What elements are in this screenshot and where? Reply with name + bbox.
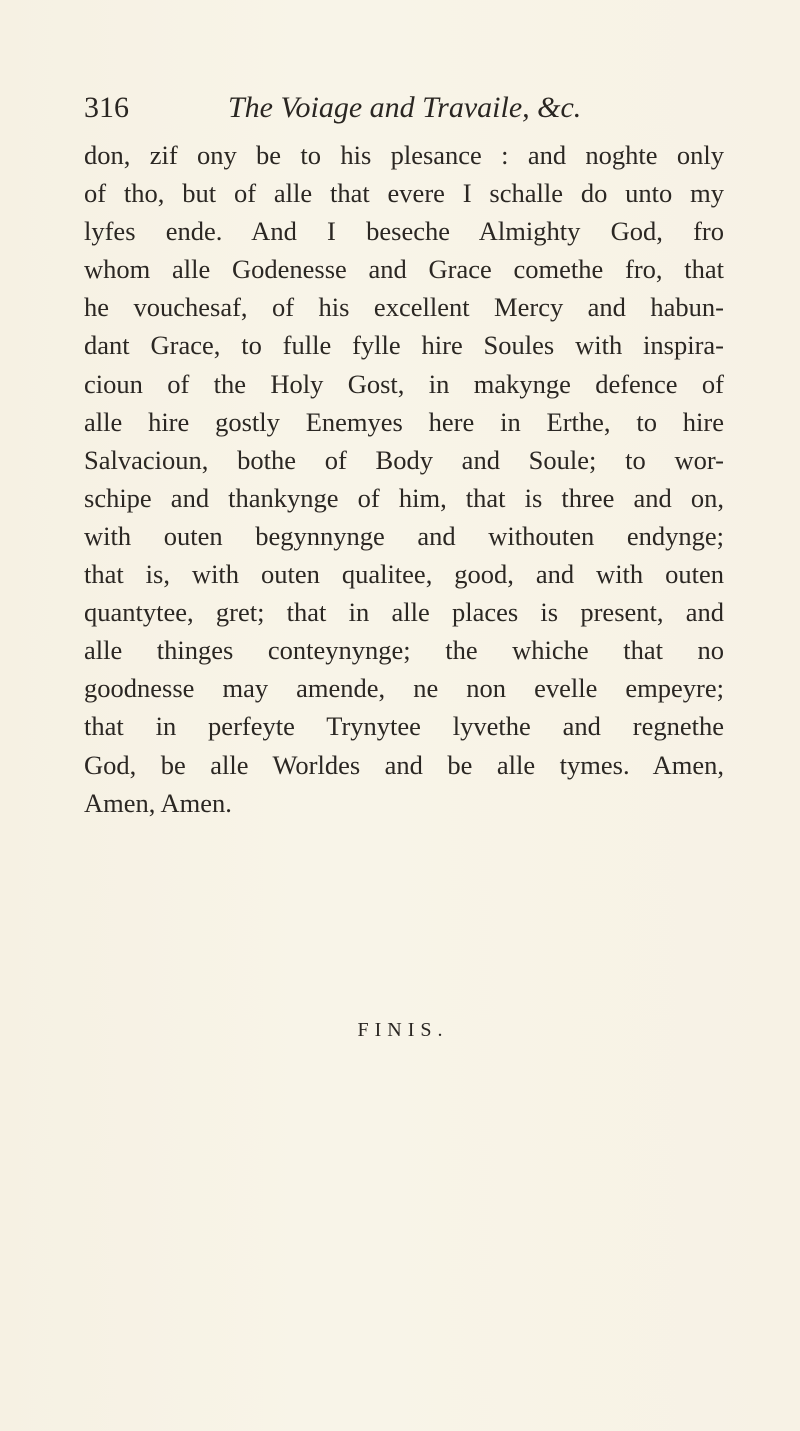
text-line: dant Grace, to fulle fylle hire Soules with inspira- xyxy=(84,330,724,361)
page-number: 316 xyxy=(84,91,129,124)
text-line: goodnesse may amende, ne non evelle empeyre; xyxy=(84,673,724,704)
running-head xyxy=(84,88,720,128)
text-line: that in perfeyte Trynytee lyvethe and regnethe xyxy=(84,711,724,742)
text-line: quantytee, gret; that in alle places is present, and xyxy=(84,597,724,628)
text-line: lyfes ende. And I beseche Almighty God, fro xyxy=(84,216,724,247)
finis-label: FINIS. xyxy=(357,1019,449,1041)
text-line: alle thinges conteynynge; the whiche that no xyxy=(84,635,724,666)
text-line: Salvacioun, bothe of Body and Soule; to wor- xyxy=(84,444,724,475)
text-line: schipe and thankynge of him, that is three and on, xyxy=(84,482,724,513)
text-line: don, zif ony be to his plesance : and noghte only xyxy=(84,140,724,170)
text-line: he vouchesaf, of his excellent Mercy and habun- xyxy=(84,292,724,323)
body-text xyxy=(84,136,724,822)
text-line: whom alle Godenesse and Grace comethe fro, that xyxy=(84,254,724,285)
running-title: The Voiage and Travaile, &c. xyxy=(228,91,582,124)
text-line-last: Amen, Amen. xyxy=(84,787,232,818)
text-line: alle hire gostly Enemyes here in Erthe, to hire xyxy=(84,406,724,437)
text-line: of tho, but of alle that evere I schalle do unto my xyxy=(84,178,724,209)
text-line: that is, with outen qualitee, good, and with outen xyxy=(84,559,724,590)
text-line: cioun of the Holy Gost, in makynge defence of xyxy=(84,368,724,399)
text-line: God, be alle Worldes and be alle tymes. Amen, xyxy=(84,749,724,780)
text-line: with outen begynnynge and withouten endynge; xyxy=(84,520,724,551)
